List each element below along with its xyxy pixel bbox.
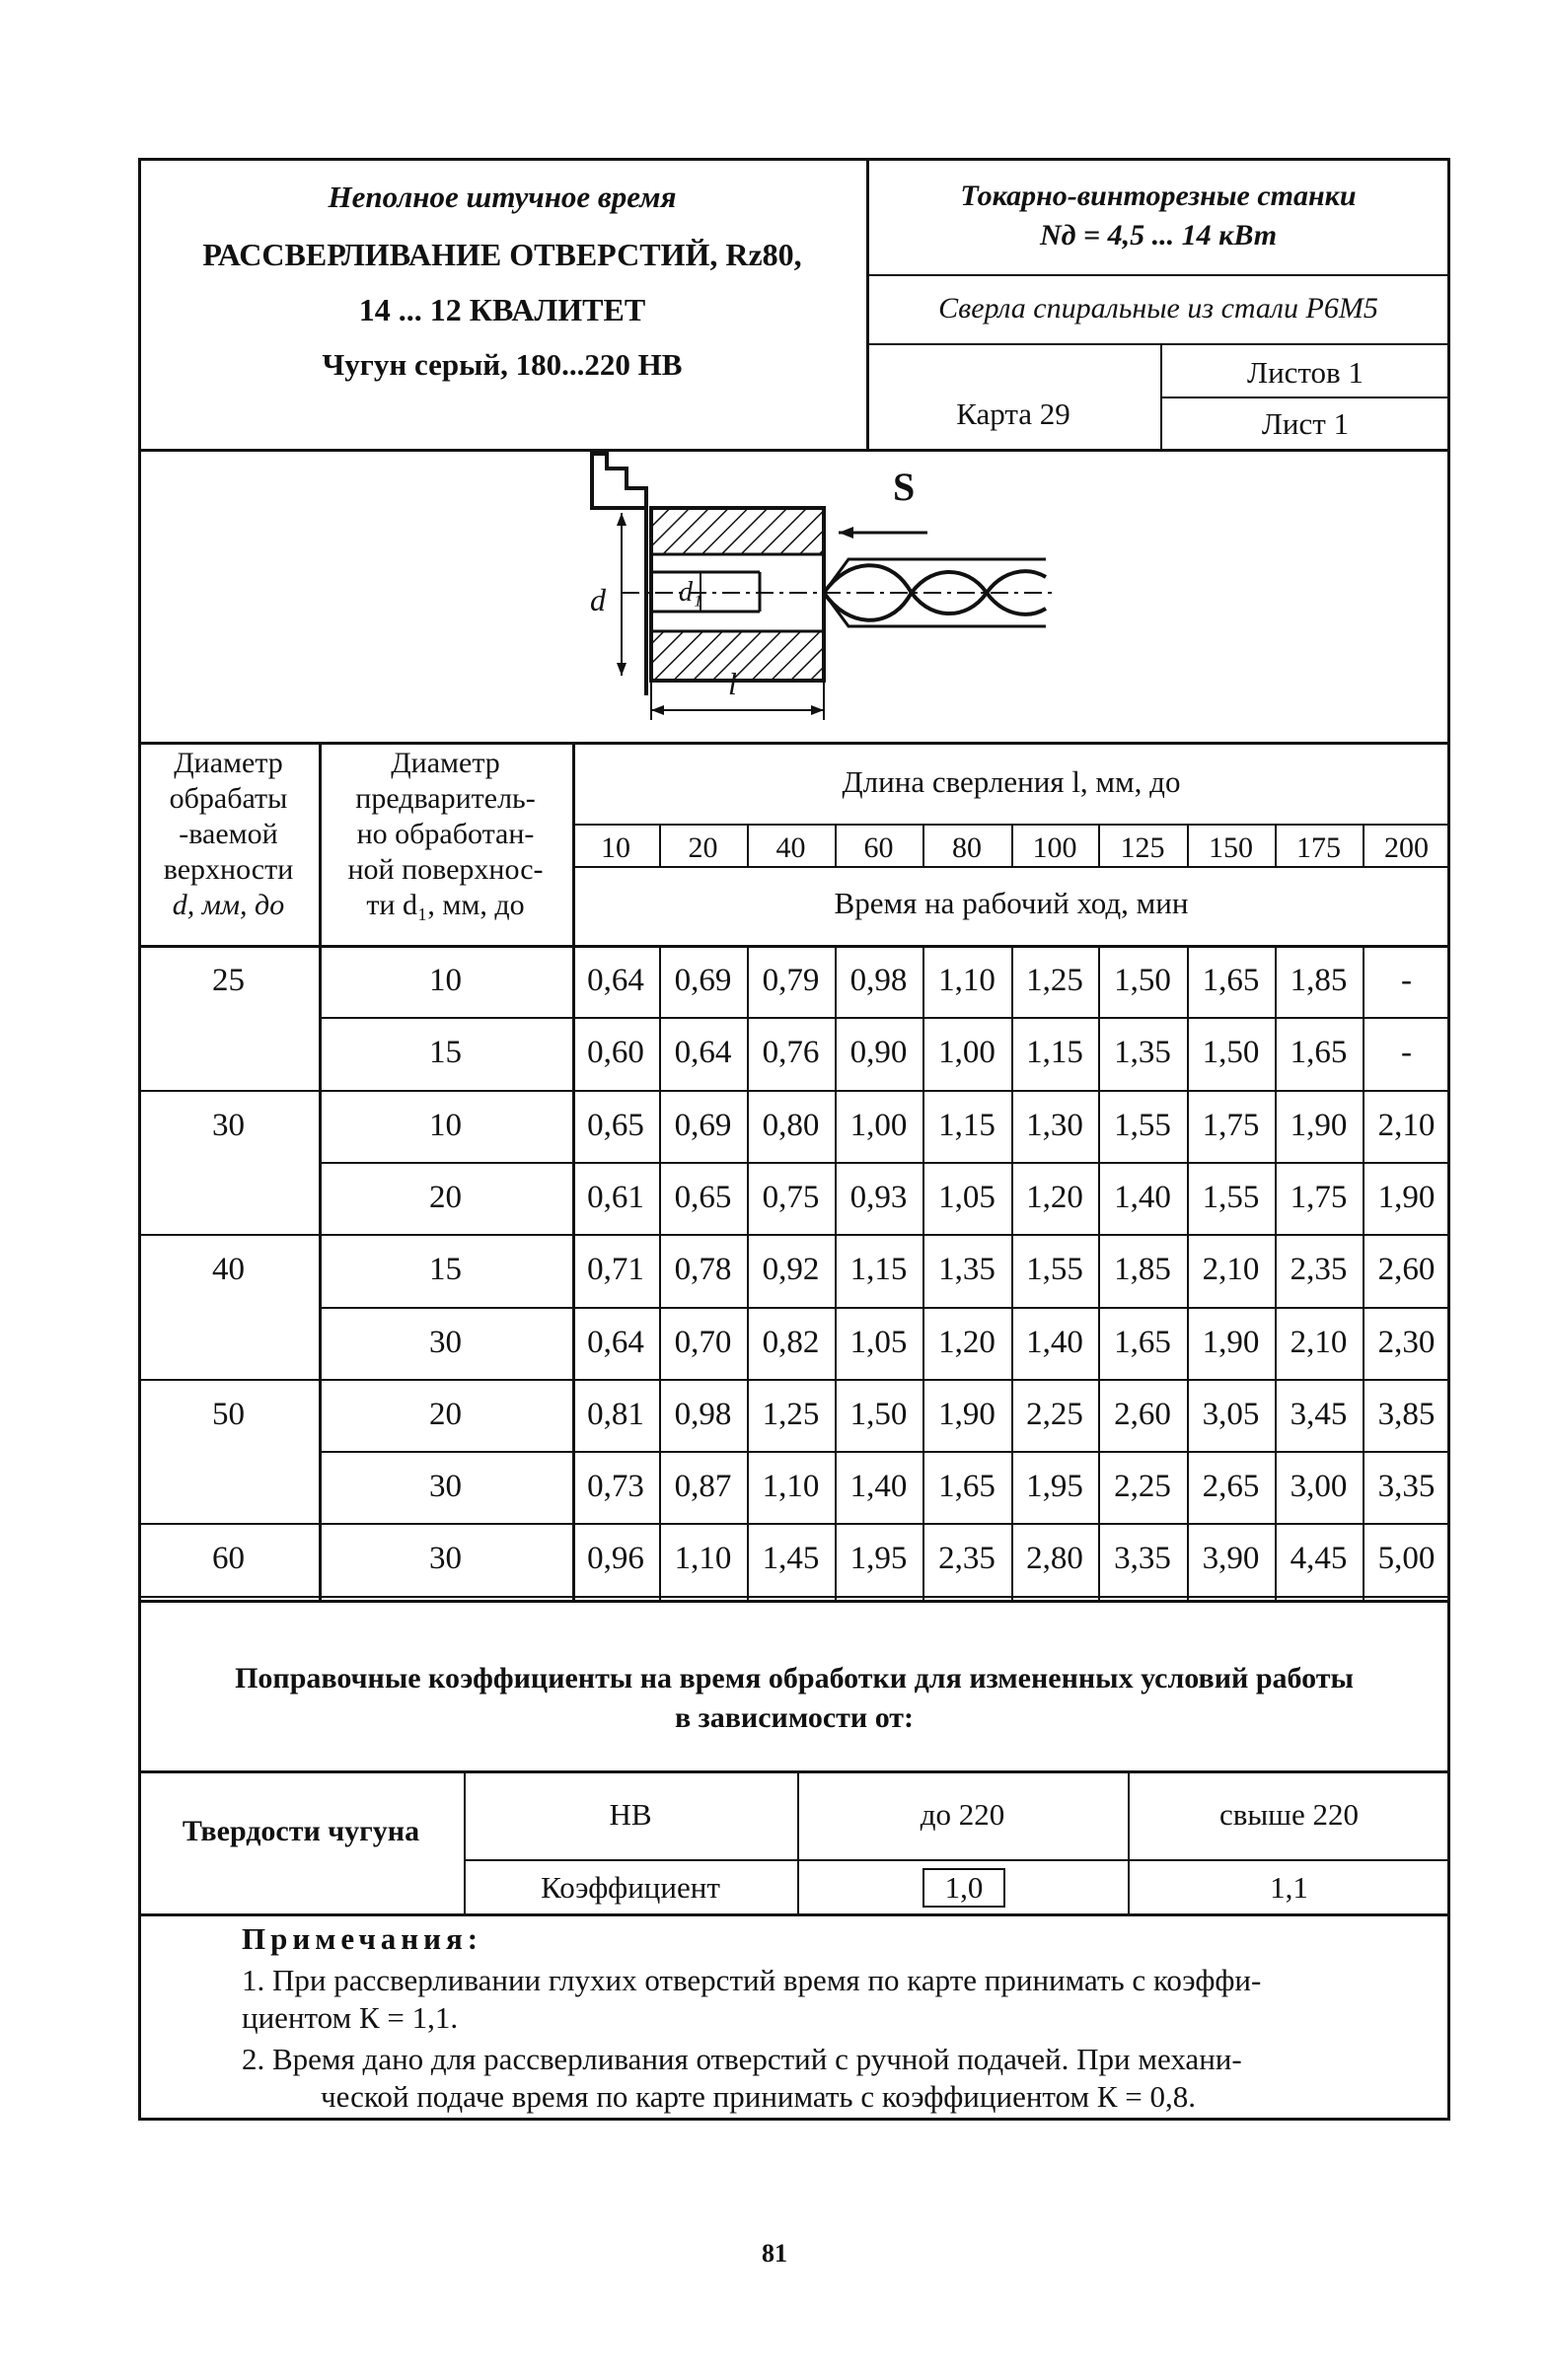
time-cell: 2,60 [1114,1396,1171,1432]
hb-label: НВ [609,1797,652,1832]
header-sheet: Лист 1 [1261,406,1350,441]
d1-cell: 10 [429,963,462,998]
time-cell: 1,10 [762,1469,820,1505]
d1-cell: 20 [429,1396,462,1432]
time-cell: 0,78 [674,1252,732,1288]
correction-title-1: Поправочные коэффициенты на время обработки для измененных условий работы [235,1662,1354,1695]
header-qualitet: 14 ... 12 КВАЛИТЕТ [358,292,646,327]
time-cell: 3,85 [1377,1396,1436,1432]
time-cell: 1,35 [1114,1035,1171,1071]
time-cell: 2,65 [1202,1469,1260,1505]
time-cell: 2,25 [1114,1469,1171,1505]
time-cell: 1,10 [938,963,996,998]
time-cell: 0,69 [674,963,732,998]
time-cell: 0,61 [587,1179,644,1215]
table-col-divider [922,945,924,1600]
time-cell: 3,90 [1202,1541,1260,1577]
correction-top-line [138,1770,1450,1773]
table-row-line [319,1017,1450,1019]
time-cell: 0,71 [587,1252,644,1288]
time-cell: 0,65 [587,1107,644,1143]
page-number: 81 [762,2239,787,2268]
time-cell: 5,00 [1377,1541,1436,1577]
table-bottom-line [138,1600,1450,1603]
time-cell: 3,35 [1377,1469,1436,1505]
time-cell: 1,25 [1026,963,1083,998]
d-cell: 40 [212,1252,245,1288]
coef-value-1: 1,0 [922,1868,1005,1908]
time-cell: 1,65 [1202,963,1260,998]
header-title: РАССВЕРЛИВАНИЕ ОТВЕРСТИЙ, Rz80, [202,237,802,272]
time-cell: 1,00 [938,1035,996,1071]
time-cell: 0,64 [587,963,644,998]
time-cell: 1,95 [1026,1469,1083,1505]
hb-range-1: до 220 [920,1797,1005,1832]
feed-label: S [893,465,916,509]
time-cell: 1,90 [1202,1324,1260,1360]
header-tool: Сверла спиральные из стали Р6М5 [938,292,1378,325]
d1-cell: 30 [429,1324,462,1360]
time-cell: 0,64 [674,1035,732,1071]
time-cell: 1,30 [1026,1107,1083,1143]
length-header-cell: 20 [688,831,718,864]
table-col-divider [1098,945,1100,1600]
hb-range-2: свыше 220 [1218,1797,1360,1832]
time-cell: 0,76 [762,1035,820,1071]
time-cell: 3,35 [1114,1541,1171,1577]
col-d1-header: Диаметр предваритель- но обработан- ной поверхнос- ти d₁, мм, до [347,747,544,921]
table-row-line [138,1090,1450,1092]
length-col-divider [659,824,661,866]
table-row-line [319,1162,1450,1164]
time-header: Время на рабочий ход, мин [834,886,1189,920]
d1-cell: 15 [429,1252,462,1288]
hardness-label: Твердости чугуна [182,1815,420,1847]
time-cell: 0,79 [762,963,820,998]
notes-title: Примечания: [242,1921,483,1956]
diameter-label: d [590,582,606,617]
time-cell: 0,80 [762,1107,820,1143]
table-row-line [138,1234,1450,1236]
time-cell: 1,90 [938,1396,996,1432]
note-1-line-2: циентом К = 1,1. [242,2000,459,2035]
time-cell: 2,60 [1377,1252,1436,1288]
coef-value-2: 1,1 [1270,1870,1308,1905]
length-col-divider [1011,824,1013,866]
time-cell: 3,05 [1202,1396,1260,1432]
time-cell: 2,10 [1377,1107,1436,1143]
correction-bottom-line [138,1913,1450,1916]
table-col-divider [747,945,749,1600]
time-cell: 2,10 [1290,1324,1348,1360]
table-row-line [138,1379,1450,1381]
d1-cell: 15 [429,1035,462,1071]
length-header-cell: 60 [863,831,894,864]
time-cell: 1,45 [762,1541,820,1577]
time-cell: - [1401,963,1412,998]
header-subtitle: Неполное штучное время [328,180,677,214]
time-cell: 2,35 [938,1541,996,1577]
correction-title-2: в зависимости от: [674,1701,915,1734]
header-line-1 [866,274,1450,276]
length-header-cell: 10 [601,831,630,864]
length-header-cell: 125 [1120,831,1165,864]
time-cell: 1,35 [938,1252,996,1288]
time-cell: 4,45 [1290,1541,1348,1577]
time-cell: 1,25 [762,1396,820,1432]
header-line-2 [866,343,1450,345]
time-cell: 1,85 [1114,1252,1171,1288]
d-cell: 30 [212,1107,245,1143]
time-cell: 1,15 [1026,1035,1083,1071]
table-col-divider [1275,945,1277,1600]
d1-cell: 30 [429,1469,462,1505]
time-cell: 0,98 [849,963,908,998]
time-cell: 1,20 [938,1324,996,1360]
time-cell: 0,60 [587,1035,644,1071]
d1-cell: 10 [429,1107,462,1143]
time-cell: 0,98 [674,1396,732,1432]
header-card: Карта 29 [956,397,1070,431]
correction-div-2 [797,1770,799,1913]
d-cell: 50 [212,1396,245,1432]
note-2-line-1: 2. Время дано для рассверливания отверстий с ручной подачей. При механи- [242,2042,1242,2076]
table-col-divider [659,945,661,1600]
time-cell: 0,81 [587,1396,644,1432]
length-header-cell: 150 [1209,831,1253,864]
d-cell: 60 [212,1541,245,1577]
time-cell: 0,73 [587,1469,644,1505]
time-cell: 1,05 [849,1324,908,1360]
time-cell: 2,10 [1202,1252,1260,1288]
time-cell: 1,55 [1202,1179,1260,1215]
time-cell: 1,40 [849,1469,908,1505]
lengths-row-line [572,866,1450,868]
header-sheets-total: Листов 1 [1247,355,1364,390]
drilling-sketch [553,449,1066,745]
length-header: Длина сверления l, мм, до [842,764,1181,799]
time-cell: 0,75 [762,1179,820,1215]
table-row-line [138,1596,1450,1598]
time-cell: 0,70 [674,1324,732,1360]
time-cell: 0,82 [762,1324,820,1360]
time-cell: 0,93 [849,1179,908,1215]
table-row-line [138,1523,1450,1525]
table-col-divider [835,945,837,1600]
note-1-line-1: 1. При рассверливании глухих отверстий время по карте принимать с коэффи- [242,1963,1262,1997]
time-cell: - [1401,1035,1412,1071]
time-cell: 1,65 [938,1469,996,1505]
table-col-divider [1011,945,1013,1600]
time-cell: 1,65 [1114,1324,1171,1360]
time-cell: 2,35 [1290,1252,1348,1288]
time-cell: 0,90 [849,1035,908,1071]
length-label: l [728,666,737,701]
table-top-line [138,742,1450,745]
time-cell: 1,40 [1114,1179,1171,1215]
time-cell: 1,15 [849,1252,908,1288]
note-2-line-2: ческой подаче время по карте принимать с коэффициентом К = 0,8. [321,2079,1196,2114]
header-power: Nд = 4,5 ... 14 кВт [1039,219,1278,252]
time-cell: 0,65 [674,1179,732,1215]
table-col-divider [1187,945,1189,1600]
length-header-cell: 200 [1384,831,1429,864]
pre-diameter-label: d₁ [679,577,702,608]
length-header-cell: 80 [952,831,982,864]
time-cell: 1,40 [1026,1324,1083,1360]
length-col-divider [747,824,749,866]
time-cell: 1,90 [1377,1179,1436,1215]
header-machine: Токарно-винторезные станки [960,180,1357,212]
time-cell: 1,05 [938,1179,996,1215]
table-row-line [319,1451,1450,1453]
table-row-line [319,1307,1450,1309]
length-col-divider [1187,824,1189,866]
d1-cell: 30 [429,1541,462,1577]
time-cell: 1,55 [1114,1107,1171,1143]
time-cell: 0,69 [674,1107,732,1143]
header-sheet-line [1160,397,1450,398]
time-cell: 0,64 [587,1324,644,1360]
col-d-header: Диаметр обрабаты -ваемой верхности d, мм, до [163,747,294,921]
correction-mid-line [464,1859,1450,1861]
length-col-divider [922,824,924,866]
length-header-cell: 175 [1296,831,1341,864]
time-cell: 1,75 [1202,1107,1260,1143]
time-cell: 1,95 [849,1541,908,1577]
time-cell: 1,00 [849,1107,908,1143]
time-cell: 2,25 [1026,1396,1083,1432]
time-cell: 3,00 [1290,1469,1348,1505]
time-cell: 1,65 [1290,1035,1348,1071]
length-col-divider [1363,824,1365,866]
time-cell: 1,90 [1290,1107,1348,1143]
time-cell: 1,55 [1026,1252,1083,1288]
time-cell: 1,50 [1114,963,1171,998]
time-cell: 3,45 [1290,1396,1348,1432]
time-cell: 1,10 [674,1541,732,1577]
time-cell: 2,30 [1377,1324,1436,1360]
time-cell: 0,96 [587,1541,644,1577]
coef-label: Коэффициент [541,1870,720,1905]
time-cell: 1,85 [1290,963,1348,998]
table-col-divider [1363,945,1365,1600]
time-cell: 0,92 [762,1252,820,1288]
time-cell: 1,20 [1026,1179,1083,1215]
time-cell: 1,15 [938,1107,996,1143]
d1-cell: 20 [429,1179,462,1215]
length-col-divider [1098,824,1100,866]
length-col-divider [835,824,837,866]
length-header-cell: 100 [1032,831,1077,864]
header-material: Чугун серый, 180...220 НВ [322,347,683,382]
length-col-divider [1275,824,1277,866]
time-cell: 2,80 [1026,1541,1083,1577]
time-cell: 1,50 [849,1396,908,1432]
length-header-cell: 40 [775,831,806,864]
d-cell: 25 [212,963,245,998]
time-cell: 0,87 [674,1469,732,1505]
time-cell: 1,50 [1202,1035,1260,1071]
time-cell: 1,75 [1290,1179,1348,1215]
table-header-bottom [138,945,1450,948]
